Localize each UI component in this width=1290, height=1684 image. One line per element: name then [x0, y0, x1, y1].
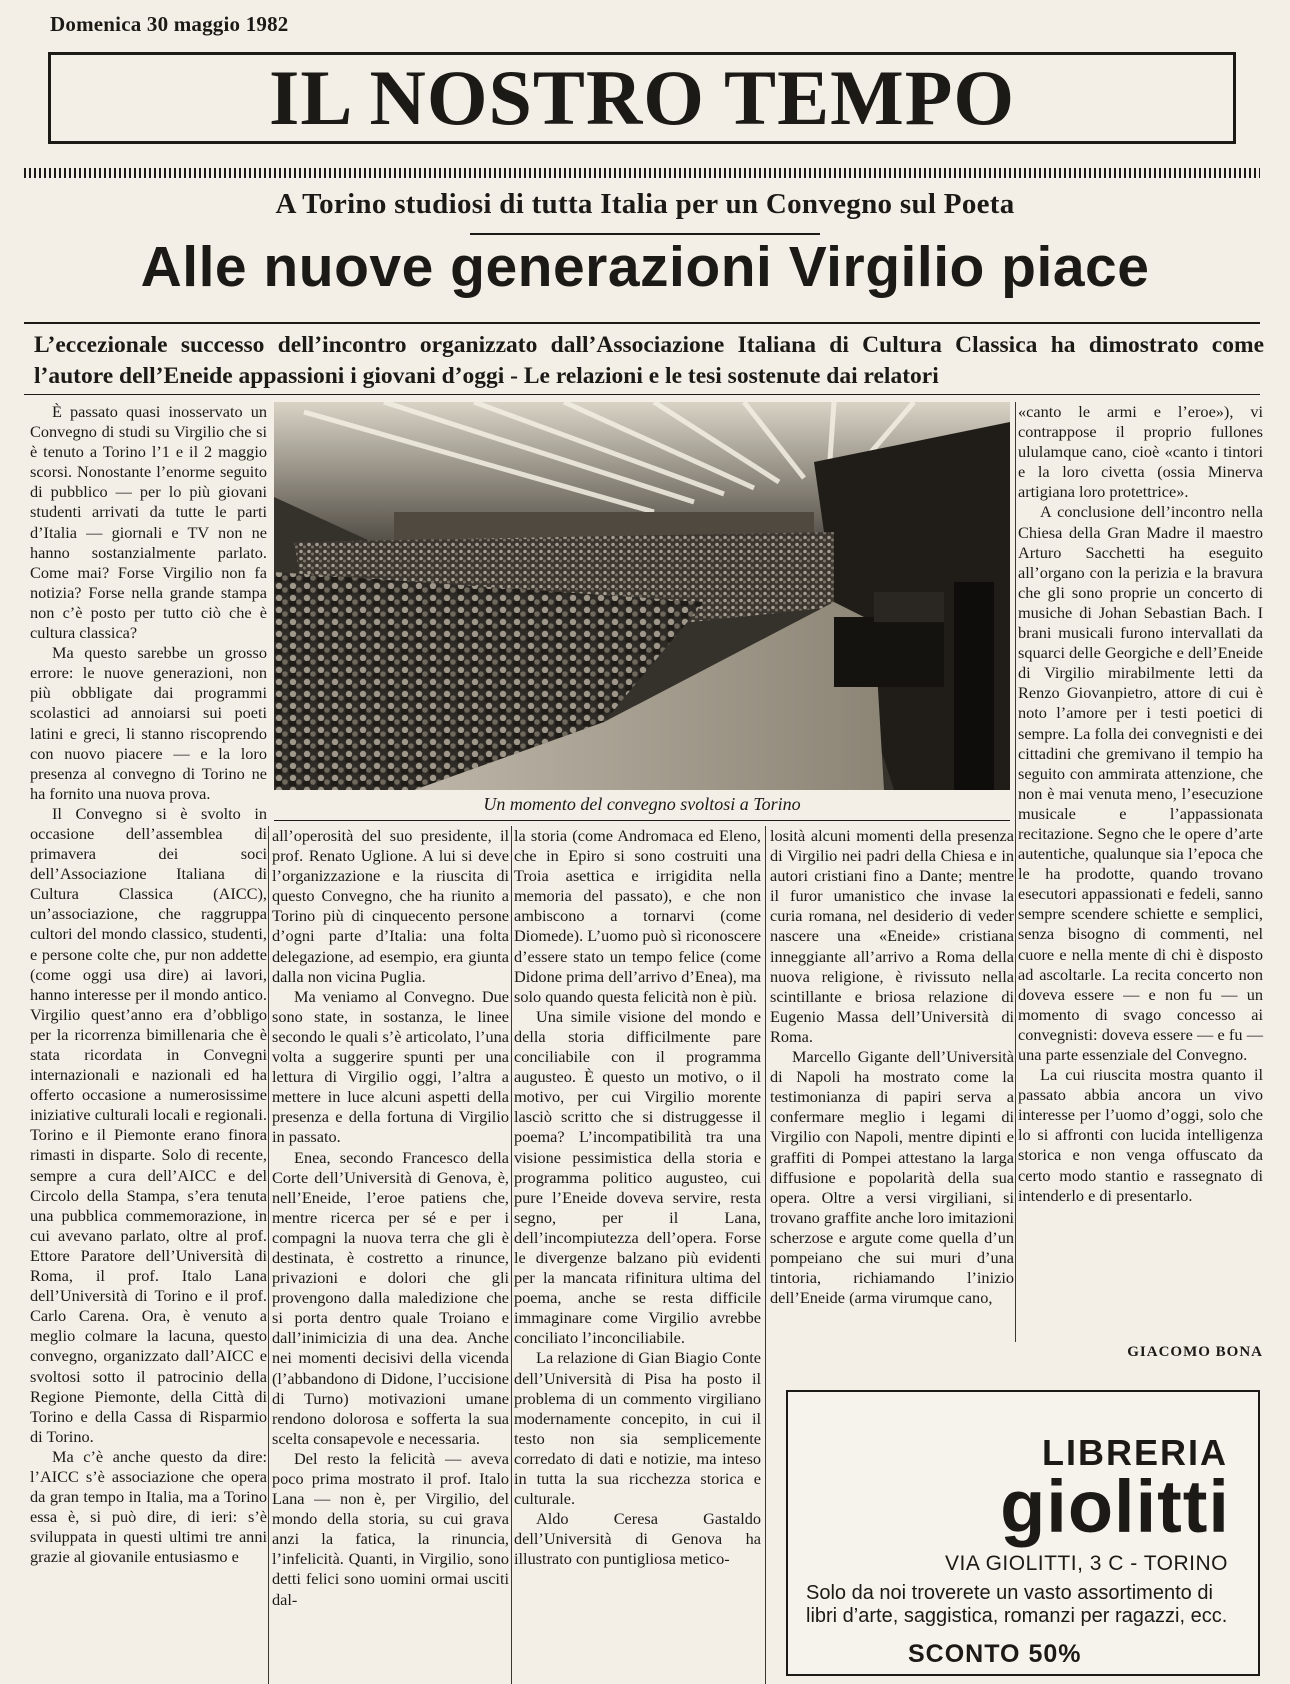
- paragraph: losità alcuni momenti della presenza di Virgilio nei padri della Chiesa e in autori cristiani fino a Dante; mentre il furor umanistico che invase la curia romana, nel desiderio di veder nascere una «Eneide» cristiana inneggiante all’arrivo a Roma della nuova religione, è rivissuto nella scintillante e briosa relazione di Eugenio Massa dell’Università di Roma.: [770, 826, 1014, 1046]
- author-signature: GIACOMO BONA: [1127, 1344, 1263, 1360]
- auditorium-image: [274, 402, 1010, 790]
- paragraph: A conclusione dell’incontro nella Chiesa della Gran Madre il maestro Arturo Sacchetti ha eseguito all’organo con la perizia e la bravura che gli sono proprie un concerto di musiche di Johan Sebastian Bach. I brani musicali furono intervallati da squarci delle Georgiche e dell’Eneide di Virgilio mirabilmente letti da Renzo Giovanpietro, attore di cui è noto l’amore per i testi poetici di sempre. La folla dei convegnisti e dei cittadini che gremivano il tempio ha seguito con ammirata attenzione, che non è mai venuta meno, l’esecuzione musicale e l’appassionata recitazione. Segno che le opere d’arte autentiche, qualunque sia l’epoca che le ha prodotte, quando trovano esecutori appassionati e fedeli, sanno sempre scendere schiette e semplici, senza bisogno di commenti, nel cuore e nella mente di chi è disposto ad ascoltarle. La recita concerto non doveva essere — e non fu — un momento di svago concesso ai convegnisti: doveva essere — e fu — una parte essenziale del Convegno.: [1018, 502, 1263, 1064]
- conference-photo: [274, 402, 1010, 790]
- paragraph: la storia (come Andromaca ed Eleno, che in Epiro si sono costruiti una Troia asettica e irrigidita nella memoria del passato), e che non ambiscono a tornarvi (come Diomede). L’uomo può sì riconoscere d’essere stato un tempo felice (come Didone prima dell’arrivo d’Enea), ma solo quando questa felicità non è più.: [514, 826, 761, 1006]
- kicker: A Torino studiosi di tutta Italia per un Convegno sul Poeta: [275, 188, 1015, 220]
- photo-caption: Un momento del convegno svoltosi a Torino: [483, 794, 801, 814]
- ad-address: VIA GIOLITTI, 3 C - TORINO: [945, 1552, 1228, 1575]
- paragraph: Ma c’è anche questo da dire: l’AICC s’è associazione che opera da gran tempo in Italia, ma a Torino essa è, si può dire, di ieri: s’è sviluppata in questi ultimi tre anni grazie al giovanile entusiasmo e: [30, 1446, 267, 1567]
- masthead-title: IL NOSTRO TEMPO: [268, 54, 1016, 141]
- masthead-box: [48, 52, 1236, 144]
- paragraph: La cui riuscita mostra quanto il passato abbia ancora un vivo interesse per l’uomo d’oggi, solo che lo si affronti con lucida intelligenza storica e non venga offuscato da certo modo stantio e rassegnato di intenderlo e di presentarlo.: [1018, 1065, 1263, 1205]
- headline-rule: [24, 322, 1260, 324]
- ad-libreria: LIBRERIA: [1042, 1432, 1228, 1473]
- ad-offer: SCONTO 50%: [908, 1640, 1082, 1668]
- ad-brand: giolitti: [1000, 1465, 1230, 1548]
- paragraph: «canto le armi e l’eroe»), vi contrappose il proprio fullones ululamque cano, cioè «canto i tintori e la loro civetta (ossia Minerva artigiana loro protettrice».: [1018, 402, 1263, 502]
- paragraph: Enea, secondo Francesco della Corte dell’Università di Genova, è, nell’Eneide, l’eroe patiens che, mentre ricerca per sé e per i compagni la nuova terra che gli è destinata, è costretto a rinunce, privazioni e dolori che gli provengono dalla maledizione che si porta dentro quale Troiano e dall’inimicizia di una dea. Anche nei momenti decisivi della vicenda (l’abbandono di Didone, l’uccisione di Turno) motivazioni umane rendono dolorosa e sofferta la sua scelta consapevole e necessaria.: [272, 1147, 509, 1448]
- article-column-5: [1018, 402, 1263, 1342]
- ad-text: Solo da noi troverete un vasto assortimento di libri d’arte, saggistica, romanzi per ragazzi, ecc.: [806, 1582, 1228, 1627]
- article-column-2: [272, 826, 509, 1684]
- dateline: Domenica 30 maggio 1982: [50, 12, 289, 36]
- column-rule: [511, 826, 512, 1684]
- article-column-4: [770, 826, 1014, 1308]
- tick-rule: [24, 168, 1260, 178]
- paragraph: Marcello Gigante dell’Università di Napoli ha mostrato come la testimonianza di papiri serva a confermare meglio i legami di Virgilio con Napoli, mentre dipinti e graffiti di Pompei attestano la larga diffusione e popolarità della sua opera. Oltre a versi virgiliani, si trovano graffite anche loro imitazioni scherzose e argute come quella d’un pompeiano che sui muri d’una tintoria, richiamando l’inizio dell’Eneide (arma virumque cano,: [770, 1047, 1014, 1308]
- column-rule: [268, 826, 269, 1684]
- paragraph: Del resto la felicità — aveva poco prima mostrato il prof. Italo Lana — non è, per Virgilio, del mondo della storia, su cui grava anzi la fatica, la rinuncia, l’infelicità. Quanti, in Virgilio, sono detti felici sono uomini ormai usciti dal-: [272, 1448, 509, 1609]
- paragraph: Aldo Ceresa Gastaldo dell’Università di Genova ha illustrato con puntigliosa metico-: [514, 1509, 761, 1569]
- headline: Alle nuove generazioni Virgilio piace: [140, 235, 1150, 299]
- article-column-3: [514, 826, 761, 1684]
- bookstore-ad: [786, 1390, 1260, 1676]
- deck-rule: [24, 394, 1260, 395]
- paragraph: Una simile visione del mondo e della storia difficilmente pare conciliabile con il programma augusteo. È questo un motivo, o il motivo, per cui Virgilio morente lasciò scritto che si distruggesse il poema? L’incompatibilità tra una visione pessimistica della storia e programma politico augusteo, cui pure l’Eneide doveva servire, resta segno, per il Lana, dell’incompiutezza dell’opera. Forse le divergenze balzano più evidenti per la mancata rifinitura ultima del poema, anche se resta difficile immaginare come Virgilio avrebbe conciliato l’inconciliabile.: [514, 1006, 761, 1348]
- caption-rule: [274, 820, 1010, 821]
- paragraph: all’operosità del suo presidente, il prof. Renato Uglione. A lui si deve l’organizzazione e la riuscita di questo Convegno, che ha riunito a Torino più di cinquecento persone d’ogni parte d’Italia: una folta delegazione, ad esempio, era giunta dalla non vicina Puglia.: [272, 826, 509, 986]
- paragraph: Il Convegno si è svolto in occasione dell’assemblea di primavera dei soci dell’Associazione Italiana di Cultura Classica (AICC), un’associazione, che raggruppa cultori del mondo classico, studenti, e persone colte che, pur non addette (come oggi usa dire) ai lavori, hanno interesse per il mondo antico. Virgilio quest’anno era d’obbligo per la ricorrenza bimillenaria che è stata ricordata in Convegni internazionali e nazionali ed ha offerto occasione a numerosissime iniziative culturali locali e regionali. Torino e il Piemonte erano finora rimasti in disparte. Solo di recente, sempre a cura dell’AICC e del Circolo della Stampa, s’era tenuta una pubblica commemorazione, in cui avevano parlato, oltre al prof. Ettore Paratore dell’Università di Roma, il prof. Italo Lana dell’Università di Torino e il prof. Carlo Carena. Ora, è venuto a meglio colmare la lacuna, questo convegno, organizzato dall’AICC e svoltosi sotto il patrocinio della Regione Piemonte, della Città di Torino e della Cassa di Risparmio di Torino.: [30, 803, 267, 1446]
- article-column-1: [30, 402, 267, 1684]
- column-rule: [1015, 402, 1016, 1342]
- paragraph: È passato quasi inosservato un Convegno di studi su Virgilio che si è tenuto a Torino l’1 e il 2 maggio scorsi. Nonostante l’enorme seguito di pubblico — per lo più giovani studenti arrivati da tutte le parti d’Italia — giornali e TV non ne hanno sostanzialmente parlato. Come mai? Forse Virgilio non fa notizia? Forse nella grande stampa non c’è posto per tutto ciò che è cultura classica?: [30, 402, 267, 643]
- paragraph: La relazione di Gian Biagio Conte dell’Università di Pisa ha posto il problema di un commento virgiliano modernamente concepito, in cui il testo non sia semplicemente corredato di dati e notizie, ma inteso in tutta la sua ricchezza storica e culturale.: [514, 1348, 761, 1509]
- paragraph: Ma veniamo al Convegno. Due sono state, in sostanza, le linee secondo le quali s’è articolato, l’una volta a suggerire spunti per una lettura di Virgilio oggi, l’altra a mettere in luce alcuni aspetti della presenza e della fortuna di Virgilio in passato.: [272, 986, 509, 1147]
- paragraph: Ma questo sarebbe un grosso errore: le nuove generazioni, non più obbligate dai programmi scolastici ad annoiarsi sui poeti latini e greci, li stanno riscoprendo con nuovo piacere — e la loro presenza al convegno di Torino ne ha fornito una nuova prova.: [30, 643, 267, 803]
- column-rule: [765, 826, 766, 1684]
- deck: L’eccezionale successo dell’incontro organizzato dall’Associazione Italiana di Cultura Classica ha dimostrato come l’autore dell’Eneide appassioni i giovani d’oggi - Le relazioni e le tesi sostenute dai relatori: [34, 332, 1264, 389]
